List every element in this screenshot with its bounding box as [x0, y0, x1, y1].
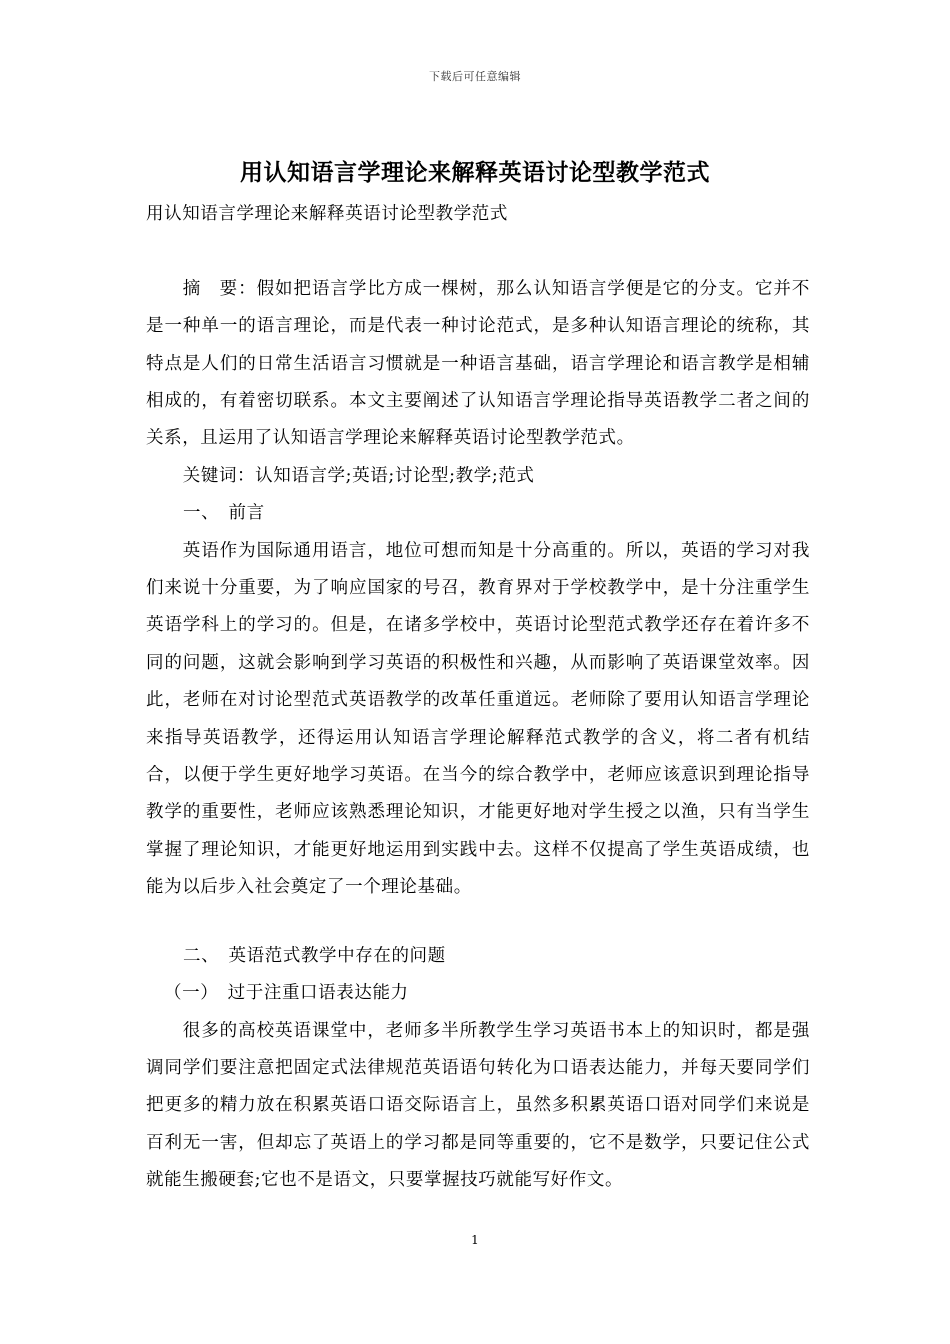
section-heading-preface: 一、 前言 [183, 503, 265, 524]
abstract-paragraph: 摘 要：假如把语言学比方成一棵树，那么认知语言学便是它的分支。它并不是一种单一的语言理论，而是代表一种讨论范式，是多种认知语言理论的统称，其特点是人们的日常生活语言习惯就是一种语言基础，语言学理论和语言教学是相辅相成的，有着密切联系。本文主要阐述了认知语言学理论指导英语教学二者之间的关系，且运用了认知语言学理论来解释英语讨论型教学范式。 [146, 278, 810, 449]
spacer [146, 907, 810, 938]
document-title: 用认知语言学理论来解释英语讨论型教学范式 [240, 159, 710, 186]
page-number: 1 [471, 1233, 479, 1247]
spacer [146, 233, 810, 270]
keywords-line: 关键词：认知语言学;英语;讨论型;教学;范式 [182, 465, 535, 486]
page-header: 下载后可任意编辑 [429, 70, 521, 83]
subsection-heading-oral: （一） 过于注重口语表达能力 [164, 983, 409, 1004]
document-body [146, 196, 810, 1200]
preface-paragraph: 英语作为国际通用语言，地位可想而知是十分高重的。所以，英语的学习对我们来说十分重要，为了响应国家的号召，教育界对于学校教学中，是十分注重学生英语学科上的学习的。但是，在诸多学校中，英语讨论型范式教学还存在着许多不同的问题，这就会影响到学习英语的积极性和兴趣，从而影响了英语课堂效率。因此，老师在对讨论型范式英语教学的改革任重道远。老师除了要用认知语言学理论来指导英语教学，还得运用认知语言学理论解释范式教学的含义，将二者有机结合，以便于学生更好地学习英语。在当今的综合教学中，老师应该意识到理论指导教学的重要性，老师应该熟悉理论知识，才能更好地对学生授之以渔，只有当学生掌握了理论知识，才能更好地运用到实践中去。这样不仅提高了学生英语成绩，也能为以后步入社会奠定了一个理论基础。 [146, 540, 810, 898]
oral-paragraph: 很多的高校英语课堂中，老师多半所教学生学习英语书本上的知识时，都是强调同学们要注意把固定式法律规范英语语句转化为口语表达能力，并每天要同学们把更多的精力放在积累英语口语交际语言上，虽然多积累英语口语对同学们来说是百利无一害，但却忘了英语上的学习都是同等重要的，它不是数学，只要记住公式就能生搬硬套;它也不是语文，只要掌握技巧就能写好作文。 [146, 1020, 810, 1191]
section-heading-problems: 二、 英语范式教学中存在的问题 [183, 945, 446, 966]
document-subtitle: 用认知语言学理论来解释英语讨论型教学范式 [146, 204, 508, 224]
